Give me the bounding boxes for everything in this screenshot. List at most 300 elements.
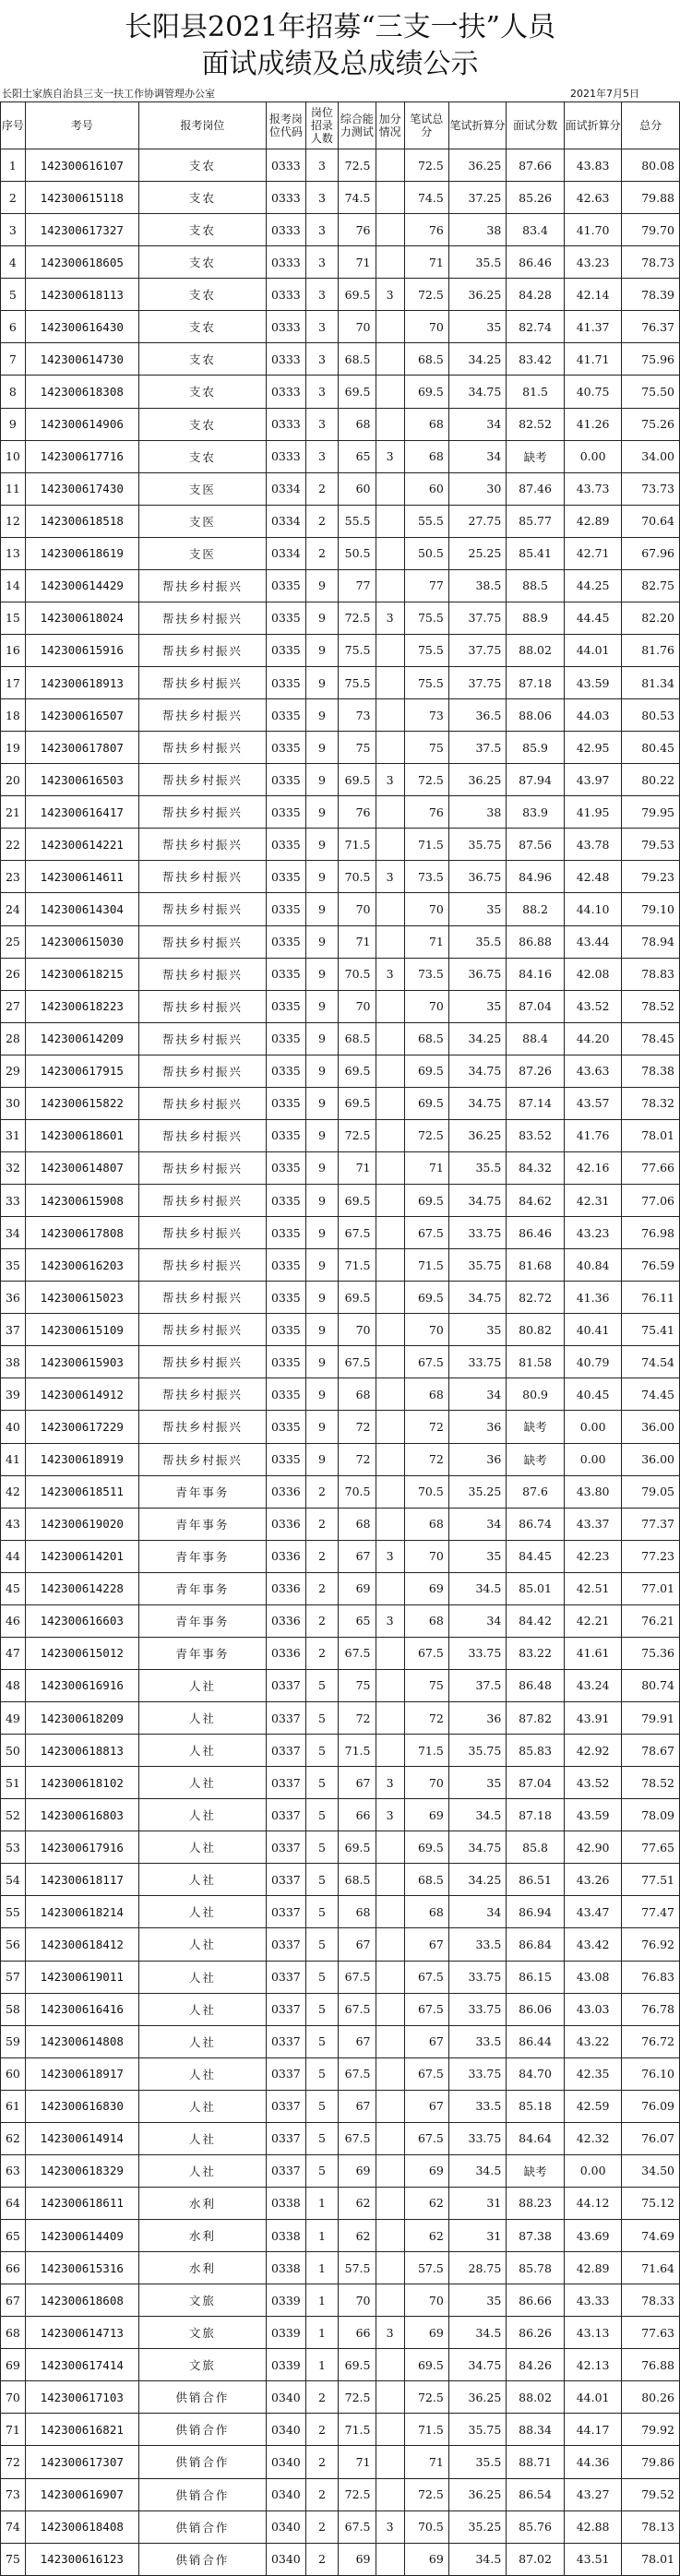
col-interview-score: 88.06 [507,699,565,732]
col-index: 63 [1,2154,26,2187]
col-written-total: 69.5 [404,1055,448,1087]
col-exam-number: 142300614713 [25,2317,138,2349]
col-total-score: 75.50 [622,376,680,408]
table-row [1,634,680,666]
col-position: 人社 [138,1799,266,1831]
col-position: 帮扶乡村振兴 [138,699,266,732]
col-interview-converted: 44.03 [564,699,622,732]
col-hiring-count: 9 [305,764,339,796]
col-index: 58 [1,1993,26,2025]
col-hiring-count: 2 [305,472,339,505]
col-interview-converted: 40.75 [564,376,622,408]
col-bonus [376,2414,404,2446]
col-position-code: 0337 [267,1799,305,1831]
col-position-code: 0339 [267,2317,305,2349]
col-position: 帮扶乡村振兴 [138,1119,266,1151]
table-row [1,149,680,182]
col-hiring-count: 9 [305,602,339,634]
col-hiring-count: 3 [305,246,339,279]
col-index: 6 [1,311,26,343]
col-written-total: 50.5 [404,537,448,569]
col-written-converted: 35 [448,311,507,343]
col-interview-converted: 42.08 [564,958,622,990]
col-written-converted: 35 [448,1540,507,1572]
col-written-converted: 38.5 [448,569,507,602]
col-index: 32 [1,1151,26,1184]
col-written-converted: 34.5 [448,2317,507,2349]
table-row [1,1961,680,1993]
col-written-total: 68.5 [404,1022,448,1055]
col-total-score: 78.13 [622,2510,680,2543]
col-exam-number: 142300618619 [25,537,138,569]
col-written-total: 67.5 [404,1217,448,1249]
col-written-total: 67.5 [404,1961,448,1993]
col-written-total: 70 [404,311,448,343]
col-hiring-count: 9 [305,1151,339,1184]
col-interview-score: 85.41 [507,537,565,569]
col-hiring-count: 3 [305,182,339,214]
col-index: 20 [1,764,26,796]
col-hiring-count: 9 [305,1217,339,1249]
col-bonus [376,311,404,343]
col-hiring-count: 1 [305,2284,339,2317]
col-bonus [376,2478,404,2510]
col-written-test-header: 综合能力测试 [339,102,376,149]
col-written-converted: 34 [448,1378,507,1411]
table-row [1,2381,680,2414]
col-bonus [376,343,404,376]
col-written-test: 68.5 [339,1864,376,1896]
col-bonus [376,1055,404,1087]
col-exam-number: 142300615916 [25,634,138,666]
page-title [0,0,680,83]
col-written-test: 77 [339,569,376,602]
col-position-code: 0336 [267,1508,305,1540]
col-total-score: 79.70 [622,214,680,246]
col-position-code: 0335 [267,1443,305,1475]
col-written-test: 71 [339,2446,376,2478]
title-line-1: 长阳县2021年招募“三支一扶”人员 [124,11,556,43]
col-index: 22 [1,829,26,861]
col-interview-converted: 43.63 [564,1055,622,1087]
col-written-total: 69.5 [404,1185,448,1217]
col-hiring-count: 9 [305,796,339,829]
col-written-test: 75 [339,732,376,764]
table-body [1,149,680,2576]
col-written-total: 71 [404,2446,448,2478]
col-total-score: 76.72 [622,2025,680,2057]
col-interview-converted: 40.41 [564,1314,622,1346]
col-exam-number: 142300614906 [25,408,138,440]
col-written-converted: 33.75 [448,1993,507,2025]
col-hiring-count: 3 [305,343,339,376]
col-total-score: 75.12 [622,2187,680,2219]
col-position: 帮扶乡村振兴 [138,1411,266,1443]
col-index: 60 [1,2057,26,2090]
col-position: 文旅 [138,2349,266,2381]
col-exam-number: 142300618408 [25,2510,138,2543]
col-position: 水利 [138,2187,266,2219]
col-interview-score: 84.70 [507,2057,565,2090]
col-written-converted: 34.75 [448,1185,507,1217]
col-interview-score: 85.8 [507,1831,565,1864]
col-bonus: 3 [376,1799,404,1831]
col-position: 支农 [138,408,266,440]
col-written-converted: 36.25 [448,2381,507,2414]
col-exam-number: 142300618209 [25,1702,138,1735]
col-written-total: 57.5 [404,2252,448,2284]
col-written-test: 72 [339,1411,376,1443]
col-interview-converted: 43.22 [564,2025,622,2057]
col-total-score: 74.45 [622,1378,680,1411]
col-written-test: 66 [339,1799,376,1831]
col-total-score: 78.67 [622,1735,680,1767]
col-interview-score: 87.04 [507,1767,565,1799]
table-row [1,764,680,796]
col-position-code: 0334 [267,537,305,569]
col-written-test: 70 [339,2284,376,2317]
col-position-code: 0334 [267,505,305,537]
col-written-test: 75 [339,1669,376,1701]
col-exam-number-header: 考号 [25,102,138,149]
col-written-converted: 36.25 [448,2478,507,2510]
col-position: 支医 [138,472,266,505]
col-hiring-count: 3 [305,214,339,246]
col-interview-score: 88.9 [507,602,565,634]
col-interview-converted: 43.51 [564,2543,622,2575]
col-hiring-count: 3 [305,279,339,311]
col-written-total: 67.5 [404,2057,448,2090]
col-written-total: 75 [404,732,448,764]
col-exam-number: 142300614304 [25,893,138,925]
col-written-converted: 30 [448,472,507,505]
col-hiring-count: 5 [305,1831,339,1864]
col-exam-number: 142300617414 [25,2349,138,2381]
col-position: 人社 [138,1928,266,1961]
col-hiring-count: 5 [305,1767,339,1799]
col-total-score: 78.52 [622,990,680,1022]
col-hiring-count: 3 [305,376,339,408]
col-position-code: 0335 [267,1022,305,1055]
table-row [1,1702,680,1735]
col-written-converted: 34.25 [448,1864,507,1896]
col-written-converted: 34.5 [448,1799,507,1831]
col-index: 30 [1,1087,26,1119]
col-index: 73 [1,2478,26,2510]
col-position-code: 0337 [267,2090,305,2122]
table-row [1,1928,680,1961]
col-index: 39 [1,1378,26,1411]
col-written-total: 70 [404,1540,448,1572]
col-written-total: 67 [404,2090,448,2122]
table-row [1,2025,680,2057]
col-total-score: 74.54 [622,1346,680,1378]
col-total-score: 78.33 [622,2284,680,2317]
col-interview-score: 缺考 [507,2154,565,2187]
col-index: 50 [1,1735,26,1767]
col-index: 56 [1,1928,26,1961]
col-bonus [376,1637,404,1669]
col-written-test: 67 [339,1928,376,1961]
col-interview-converted: 43.59 [564,667,622,699]
col-written-total: 72 [404,1702,448,1735]
col-written-total: 69 [404,1572,448,1604]
col-total-score: 80.74 [622,1669,680,1701]
col-interview-score: 87.94 [507,764,565,796]
col-index: 72 [1,2446,26,2478]
col-written-test: 71.5 [339,829,376,861]
col-index: 42 [1,1475,26,1508]
col-exam-number: 142300618511 [25,1475,138,1508]
col-interview-score: 84.96 [507,861,565,893]
table-row [1,311,680,343]
col-position: 帮扶乡村振兴 [138,1055,266,1087]
col-hiring-count: 9 [305,1022,339,1055]
table-row [1,2154,680,2187]
col-bonus [376,2057,404,2090]
col-interview-converted: 43.42 [564,1928,622,1961]
col-written-converted: 34.75 [448,376,507,408]
col-written-converted: 36 [448,1702,507,1735]
table-row [1,1799,680,1831]
col-written-test: 55.5 [339,505,376,537]
col-interview-converted: 42.71 [564,537,622,569]
col-interview-converted: 43.57 [564,1087,622,1119]
col-written-total: 71.5 [404,1249,448,1282]
col-exam-number: 142300616916 [25,1669,138,1701]
col-written-test: 70 [339,990,376,1022]
col-total-score: 79.88 [622,182,680,214]
col-bonus [376,732,404,764]
col-written-converted: 37.75 [448,667,507,699]
col-interview-converted: 44.17 [564,2414,622,2446]
col-bonus [376,667,404,699]
publish-date: 2021年7月5日 [570,88,639,100]
col-position: 人社 [138,2025,266,2057]
col-written-total: 68 [404,1508,448,1540]
col-interview-converted: 44.25 [564,569,622,602]
col-exam-number: 142300614209 [25,1022,138,1055]
col-bonus [376,634,404,666]
col-index: 54 [1,1864,26,1896]
col-index: 34 [1,1217,26,1249]
col-position: 帮扶乡村振兴 [138,1087,266,1119]
col-position: 帮扶乡村振兴 [138,732,266,764]
table-row [1,505,680,537]
col-total-score: 75.96 [622,343,680,376]
col-position-code: 0335 [267,1346,305,1378]
table-row [1,1767,680,1799]
col-index: 69 [1,2349,26,2381]
table-row [1,2090,680,2122]
col-written-total: 69 [404,2317,448,2349]
col-interview-score: 88.2 [507,893,565,925]
col-written-test: 69.5 [339,376,376,408]
col-written-test: 62 [339,2220,376,2252]
col-interview-converted: 42.88 [564,2510,622,2543]
col-index: 62 [1,2122,26,2154]
col-interview-score: 84.64 [507,2122,565,2154]
col-written-converted: 34 [448,440,507,472]
col-bonus [376,829,404,861]
col-interview-score: 86.54 [507,2478,565,2510]
col-position: 帮扶乡村振兴 [138,1022,266,1055]
col-interview-score: 84.16 [507,958,565,990]
col-interview-score: 83.52 [507,1119,565,1151]
col-written-test: 72.5 [339,2381,376,2414]
col-position-code: 0333 [267,343,305,376]
col-written-total: 75.5 [404,602,448,634]
col-bonus [376,2252,404,2284]
col-interview-score: 86.84 [507,1928,565,1961]
col-total-score: 78.94 [622,925,680,958]
col-hiring-count-header: 岗位招录人数 [305,102,339,149]
col-exam-number: 142300615118 [25,182,138,214]
col-interview-converted: 43.26 [564,1864,622,1896]
col-written-total: 72 [404,1411,448,1443]
col-interview-converted: 42.16 [564,1151,622,1184]
col-index: 48 [1,1669,26,1701]
col-interview-score: 84.32 [507,1151,565,1184]
col-hiring-count: 9 [305,1443,339,1475]
col-exam-number: 142300614221 [25,829,138,861]
col-written-converted: 35.75 [448,1735,507,1767]
col-written-total: 76 [404,214,448,246]
col-exam-number: 142300616830 [25,2090,138,2122]
col-index: 44 [1,1540,26,1572]
col-written-converted: 33.75 [448,1961,507,1993]
table-row [1,182,680,214]
col-interview-score: 87.82 [507,1702,565,1735]
col-written-total: 69.5 [404,1087,448,1119]
col-interview-score: 83.4 [507,214,565,246]
col-interview-score: 81.68 [507,1249,565,1282]
col-interview-converted-header: 面试折算分 [564,102,622,149]
col-interview-converted: 43.52 [564,990,622,1022]
results-table [0,101,680,2576]
col-exam-number: 142300614808 [25,2025,138,2057]
col-exam-number: 142300617916 [25,1831,138,1864]
col-position: 人社 [138,1767,266,1799]
col-written-test: 69.5 [339,279,376,311]
col-position-code: 0338 [267,2252,305,2284]
col-exam-number: 142300614611 [25,861,138,893]
col-position: 水利 [138,2252,266,2284]
col-written-test: 75.5 [339,634,376,666]
col-written-test: 67.5 [339,1961,376,1993]
col-hiring-count: 2 [305,505,339,537]
col-written-test: 67.5 [339,2057,376,2090]
org-name: 长阳土家族自治县三支一扶工作协调管理办公室 [2,88,215,100]
col-total-score: 76.11 [622,1282,680,1314]
col-position: 帮扶乡村振兴 [138,1282,266,1314]
col-position-code: 0335 [267,1411,305,1443]
col-total-score: 73.73 [622,472,680,505]
col-position: 支农 [138,182,266,214]
col-written-total: 55.5 [404,505,448,537]
col-bonus [376,472,404,505]
col-hiring-count: 9 [305,990,339,1022]
col-total-score: 79.05 [622,1475,680,1508]
col-position: 帮扶乡村振兴 [138,1185,266,1217]
table-row [1,246,680,279]
table-row [1,214,680,246]
table-row [1,1896,680,1928]
table-row [1,1993,680,2025]
col-hiring-count: 1 [305,2187,339,2219]
col-bonus: 3 [376,2510,404,2543]
col-written-test: 67.5 [339,1217,376,1249]
col-interview-converted: 43.23 [564,1217,622,1249]
col-written-converted: 33.75 [448,1637,507,1669]
col-position-code: 0337 [267,1669,305,1701]
col-interview-score: 83.22 [507,1637,565,1669]
table-row [1,1669,680,1701]
table-row [1,2414,680,2446]
col-written-total: 68 [404,440,448,472]
col-position: 青年事务 [138,1572,266,1604]
col-position: 支医 [138,537,266,569]
col-total-score: 78.32 [622,1087,680,1119]
col-written-converted: 35.25 [448,2510,507,2543]
col-interview-converted: 43.44 [564,925,622,958]
col-written-converted: 36 [448,1411,507,1443]
col-written-total: 70 [404,990,448,1022]
table-row [1,990,680,1022]
col-bonus [376,505,404,537]
col-written-test: 65 [339,1604,376,1637]
col-bonus [376,925,404,958]
col-bonus: 3 [376,440,404,472]
col-position-code: 0333 [267,311,305,343]
col-interview-score: 86.88 [507,925,565,958]
col-bonus: 3 [376,1540,404,1572]
col-exam-number: 142300616603 [25,1604,138,1637]
col-total-score: 75.41 [622,1314,680,1346]
table-row [1,1572,680,1604]
col-position-code: 0335 [267,667,305,699]
col-total-score: 78.09 [622,1799,680,1831]
col-position-code: 0333 [267,408,305,440]
col-written-total: 67.5 [404,1993,448,2025]
col-written-total: 75 [404,1669,448,1701]
col-interview-score: 86.44 [507,2025,565,2057]
col-interview-converted: 42.90 [564,1831,622,1864]
table-row [1,1185,680,1217]
col-total-score: 77.23 [622,1540,680,1572]
col-hiring-count: 5 [305,2122,339,2154]
col-index: 8 [1,376,26,408]
col-written-total: 72.5 [404,279,448,311]
col-written-test: 72.5 [339,2478,376,2510]
table-row [1,440,680,472]
col-total-score-header: 总分 [622,102,680,149]
col-position-code: 0335 [267,732,305,764]
col-written-total: 69.5 [404,376,448,408]
col-written-total: 62 [404,2220,448,2252]
col-total-score: 76.07 [622,2122,680,2154]
col-written-total: 70 [404,1314,448,1346]
col-hiring-count: 2 [305,1540,339,1572]
col-position: 供销合作 [138,2381,266,2414]
col-bonus [376,1508,404,1540]
col-bonus [376,1572,404,1604]
col-exam-number: 142300616503 [25,764,138,796]
col-interview-converted: 43.52 [564,1767,622,1799]
col-total-score: 79.23 [622,861,680,893]
col-written-test: 69.5 [339,2349,376,2381]
col-written-converted: 35.75 [448,1249,507,1282]
